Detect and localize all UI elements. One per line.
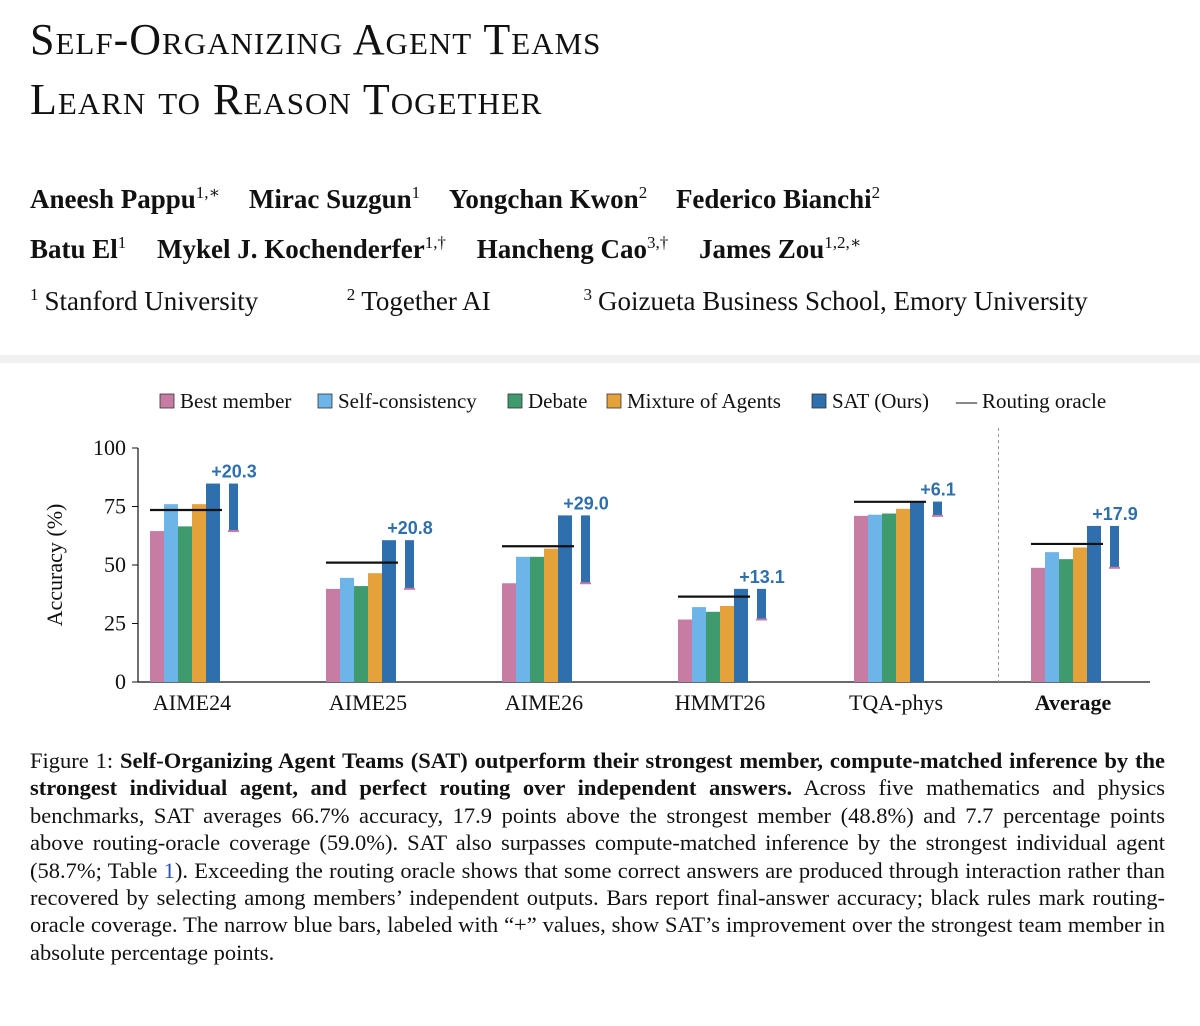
legend-label: Mixture of Agents (627, 389, 781, 413)
bar (178, 526, 192, 682)
bar (544, 549, 558, 682)
legend-label: SAT (Ours) (832, 389, 930, 413)
bar (882, 514, 896, 682)
bar (206, 484, 220, 682)
bar (868, 515, 882, 682)
author: Batu El$^1$ (30, 233, 127, 264)
bar (326, 589, 340, 682)
bar (678, 620, 692, 682)
bar (706, 612, 720, 682)
bar (1045, 552, 1059, 682)
caption-text: Across five mathematics and physics benchmarks, SAT averages 66.7% accuracy, 17.9 points above the strongest member (48.8%) and 7.7 percentage points above routing-oracle coverage (59.0%). SAT also surpasses compute-matched inference by the strongest individual agent (58.7%; Table (30, 775, 1165, 883)
improvement-bar (757, 589, 766, 620)
legend-swatch (812, 394, 826, 408)
x-category-label: AIME25 (328, 690, 408, 715)
bar (164, 504, 178, 682)
improvement-label: +6.1 (920, 479, 956, 500)
author: Yongchan Kwon$^2$ (448, 183, 648, 214)
accuracy-bar-chart (0, 370, 1200, 730)
x-category-label: AIME26 (504, 690, 584, 715)
bar (382, 540, 396, 682)
bar (558, 515, 572, 682)
affiliation: $^1$ Stanford University (30, 285, 259, 316)
bar (1059, 559, 1073, 682)
figure-label: Figure 1: (30, 748, 114, 773)
author: Mykel J. Kochenderfer$^{1,\dagger}$ (157, 233, 446, 264)
bar (854, 516, 868, 682)
y-tick-label: 0 (115, 669, 126, 694)
bar (896, 509, 910, 682)
bar (502, 583, 516, 682)
author: Aneesh Pappu$^{1,∗}$ (30, 183, 221, 214)
improvement-bar (581, 515, 590, 583)
bar (1073, 547, 1087, 682)
improvement-bar (1110, 526, 1119, 568)
legend-label: Routing oracle (982, 389, 1107, 413)
y-tick-label: 75 (104, 493, 126, 519)
author: Mirac Suzgun$^1$ (248, 183, 421, 214)
author: James Zou$^{1,2,∗}$ (699, 233, 862, 264)
caption-text-continued: ). Exceeding the routing oracle shows that some correct answers are produced through interaction rather than recovered by selecting among members’ independent outputs. Bars report final-answer accuracy; black rules mark routing-oracle coverage. The narrow blue bars, labeled with “+” values, show SAT’s improvement over the strongest team member in absolute percentage points. (30, 857, 1165, 965)
caption-bold-summary: Self-Organizing Agent Teams (SAT) outperform their strongest member, compute-matched inference by the strongest individual agent, and perfect routing over independent answers. (30, 748, 1166, 801)
paper-title-line-2: Learn to Reason Together (30, 75, 543, 124)
legend-swatch (607, 394, 621, 408)
bar (910, 502, 924, 682)
affiliation: $^3$ Goizueta Business School, Emory University (583, 285, 1088, 316)
legend-label: Debate (528, 389, 588, 413)
author: Hancheng Cao$^{3,\dagger}$ (476, 233, 669, 264)
improvement-label: +17.9 (1092, 503, 1138, 524)
paper-title-line-1: Self-Organizing Agent Teams (30, 15, 602, 64)
bar (192, 504, 206, 682)
author-list-row-2 (30, 233, 885, 265)
author-list-row-1 (30, 183, 902, 215)
bar (516, 557, 530, 682)
y-axis-label: Accuracy (%) (42, 503, 67, 627)
improvement-label: +29.0 (563, 493, 609, 514)
section-divider (0, 355, 1200, 363)
bar (1031, 568, 1045, 682)
legend-routing-dash: — (956, 389, 977, 413)
improvement-bar (229, 484, 238, 532)
improvement-bar (933, 502, 942, 516)
bar (368, 573, 382, 682)
y-tick-label: 100 (93, 435, 126, 460)
legend-label: Best member (180, 389, 292, 413)
bar (734, 589, 748, 682)
x-category-label: TQA-phys (848, 690, 944, 715)
bar (692, 607, 706, 682)
author: Federico Bianchi$^2$ (675, 183, 881, 214)
bar (340, 578, 354, 682)
bar (354, 586, 368, 682)
improvement-label: +13.1 (739, 566, 785, 587)
legend-label: Self-consistency (338, 389, 477, 413)
improvement-label: +20.3 (211, 461, 257, 482)
legend-swatch (160, 394, 174, 408)
bar (1087, 526, 1101, 682)
affiliation: $^2$ Together AI (346, 285, 491, 316)
x-category-label: Average (1034, 690, 1112, 715)
affiliations (30, 285, 1088, 317)
y-tick-label: 50 (104, 552, 126, 577)
x-category-label: HMMT26 (674, 690, 766, 715)
bar (150, 531, 164, 682)
table-reference-link[interactable]: 1 (163, 857, 175, 883)
legend-swatch (318, 394, 332, 408)
improvement-label: +20.8 (387, 518, 433, 539)
improvement-bar (405, 540, 414, 589)
bar (720, 606, 734, 682)
bar (530, 557, 544, 682)
y-tick-label: 25 (104, 610, 126, 636)
legend-swatch (508, 394, 522, 408)
figure-caption (30, 747, 1165, 966)
x-category-label: AIME24 (152, 690, 232, 715)
